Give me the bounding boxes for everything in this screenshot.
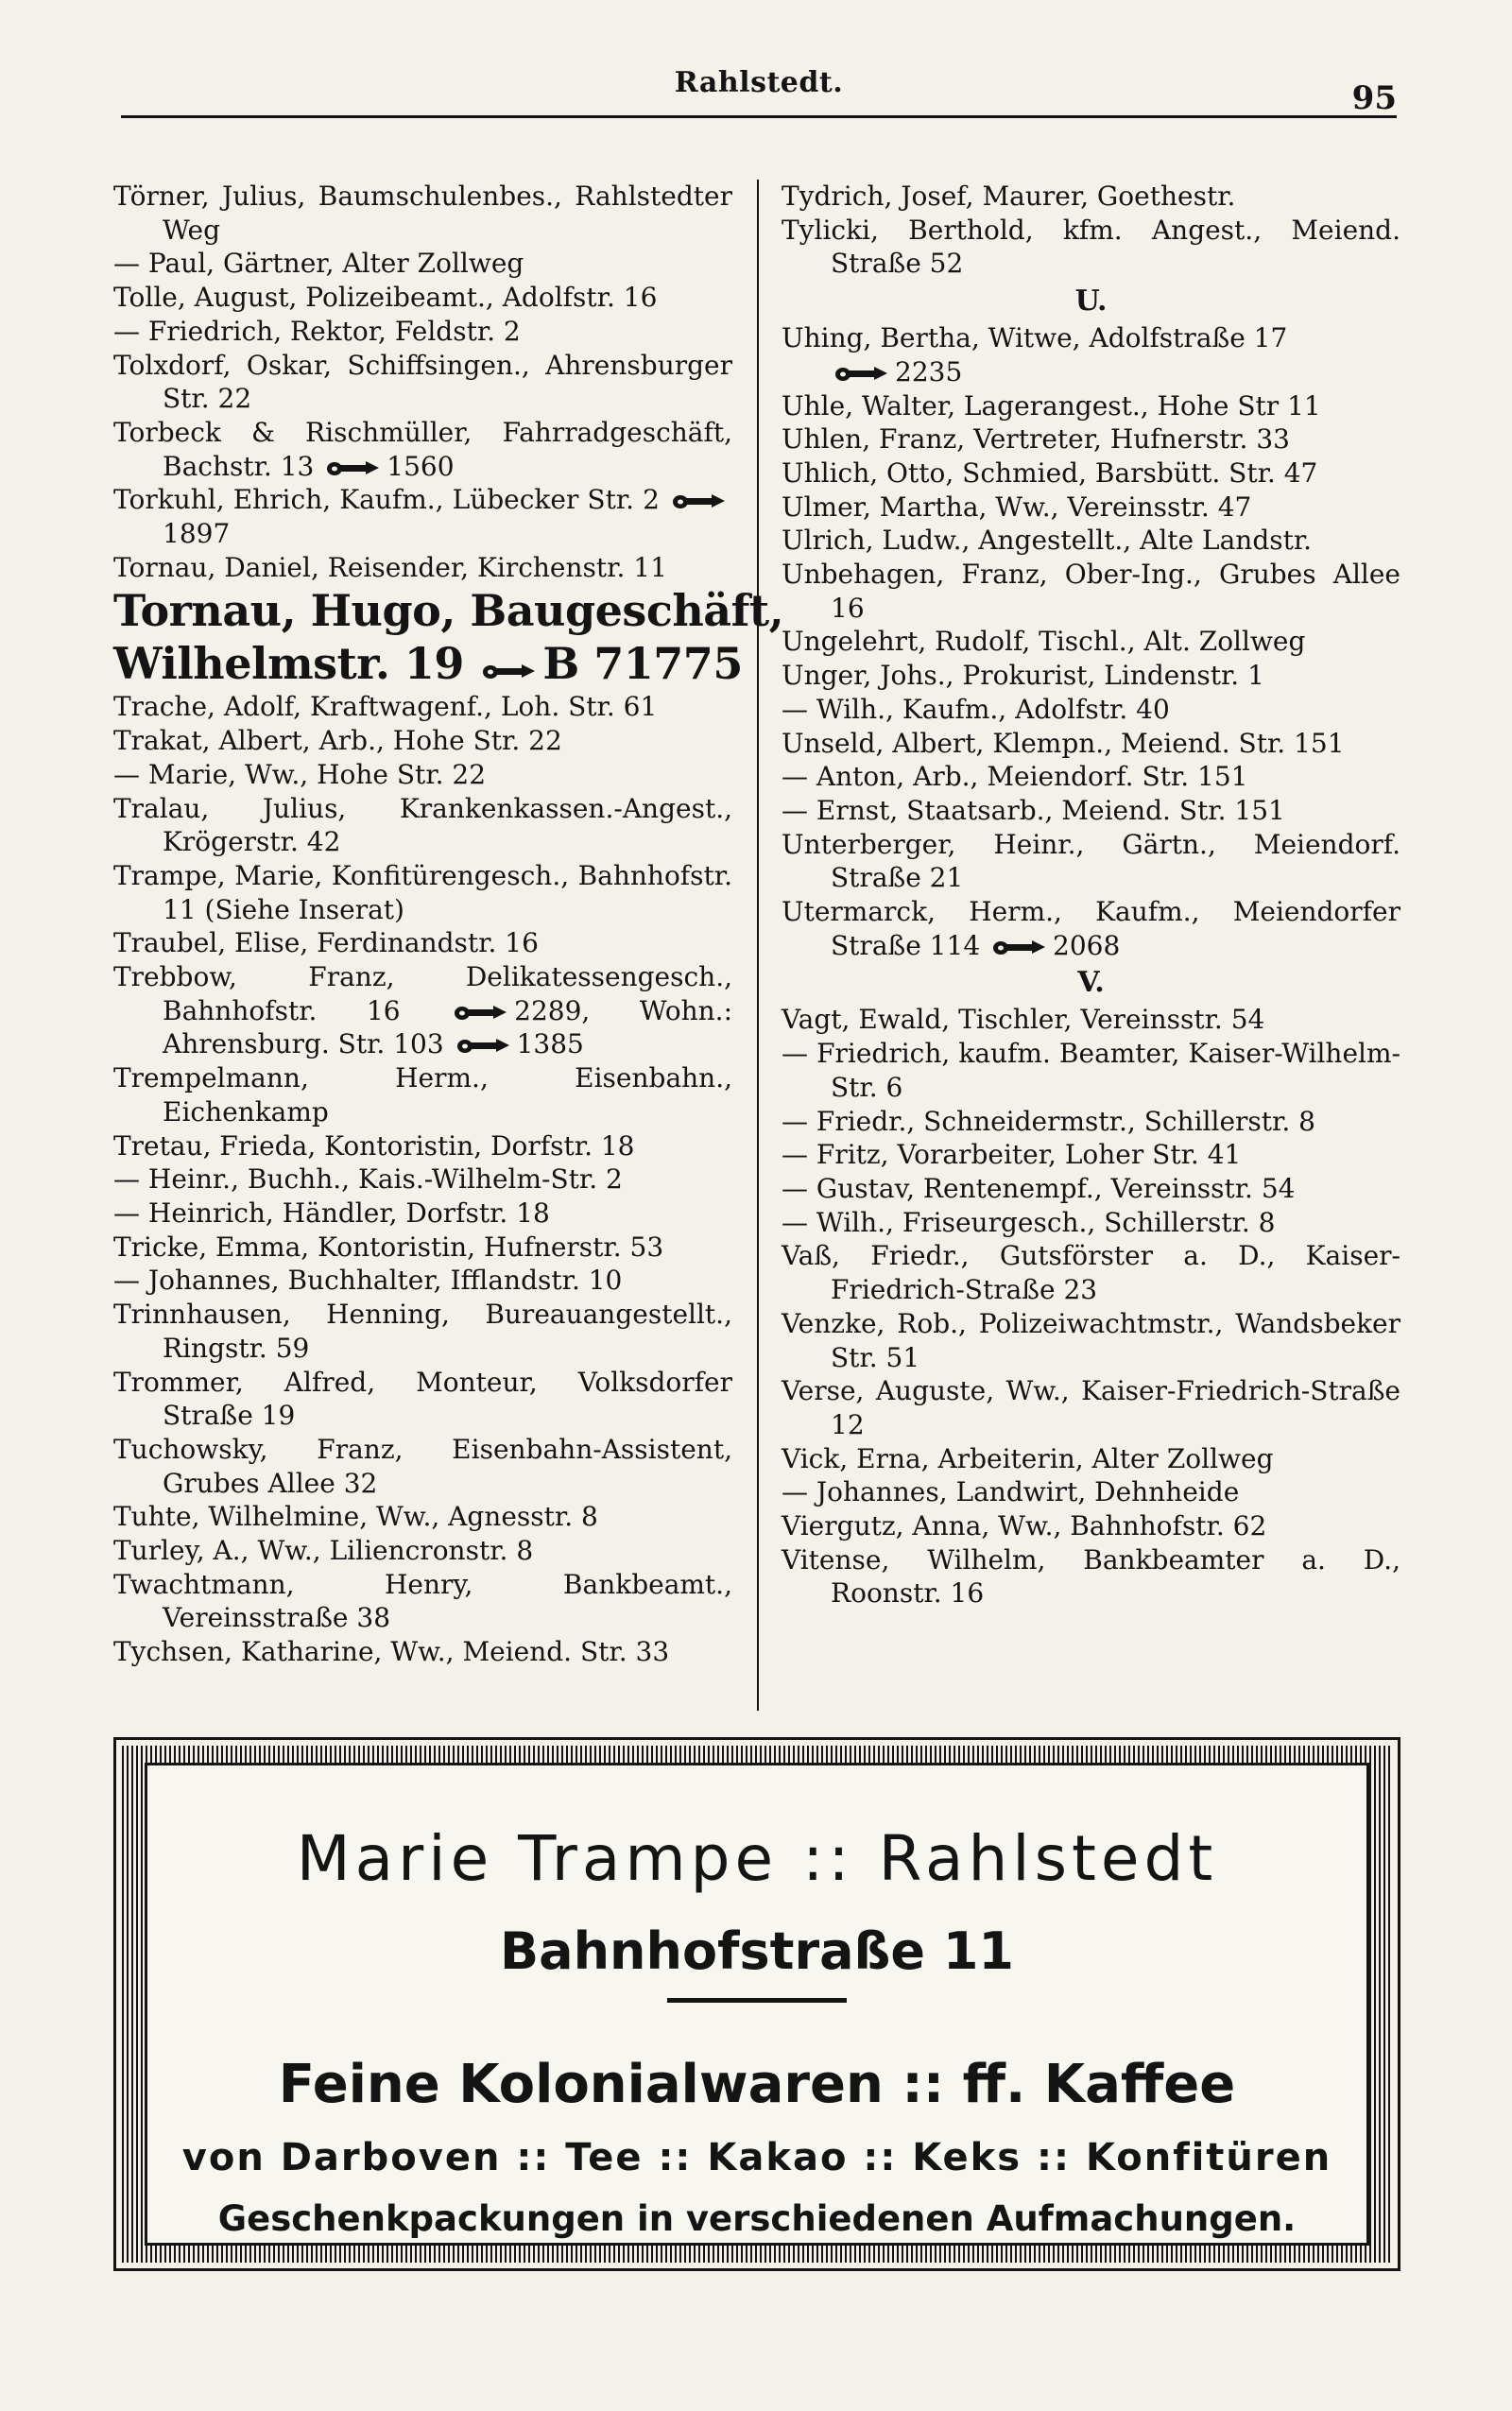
directory-entry	[113, 1162, 732, 1197]
entry-text-continued: , Wohn.: Ahrensburg. Str. 103	[163, 994, 733, 1060]
phone-number: 2289	[514, 994, 582, 1026]
directory-entry	[113, 1264, 732, 1298]
entry-text: — Friedrich, Rektor, Feldstr. 2	[113, 315, 521, 347]
entry-text: Vitense, Wilhelm, Bankbeamter a. D., Roonstr. 16	[782, 1543, 1400, 1610]
entry-text: Torkuhl, Ehrich, Kaufm., Lübecker Str. 2	[113, 484, 660, 516]
directory-entry	[782, 422, 1400, 456]
entry-text: — Fritz, Vorarbeiter, Loher Str. 41	[782, 1139, 1242, 1171]
entry-text: Ulmer, Martha, Ww., Vereinsstr. 47	[782, 491, 1252, 523]
entry-text: Trakat, Albert, Arb., Hohe Str. 22	[113, 725, 562, 757]
entry-text: — Johannes, Landwirt, Dehnheide	[782, 1476, 1240, 1508]
entry-text: — Heinrich, Händler, Dorfstr. 18	[113, 1197, 550, 1229]
entry-text: — Johannes, Buchhalter, Ifflandstr. 10	[113, 1265, 623, 1297]
directory-entry	[113, 483, 732, 550]
entry-text: Trebbow, Franz, Delikatessengesch., Bahnhofstr. 16	[113, 961, 732, 1026]
directory-entry	[113, 281, 732, 315]
entry-text: Uhlich, Otto, Schmied, Barsbütt. Str. 47	[782, 456, 1318, 489]
entry-text: Turley, A., Ww., Liliencronstr. 8	[113, 1535, 534, 1567]
telephone-receiver-icon	[482, 662, 537, 680]
entry-text: Tuchowsky, Franz, Eisenbahn-Assistent, Grubes Allee 32	[113, 1433, 732, 1499]
entry-text: Trinnhausen, Henning, Bureauangestellt., Ringstr. 59	[113, 1299, 732, 1364]
left-column	[113, 180, 784, 1669]
directory-entry	[782, 214, 1400, 281]
entry-text: — Anton, Arb., Meiendorf. Str. 151	[782, 761, 1248, 793]
ad-title: Marie Trampe :: Rahlstedt	[296, 1822, 1218, 1895]
telephone-receiver-icon	[834, 364, 889, 383]
ad-panel	[145, 1763, 1369, 2246]
directory-entry	[113, 637, 743, 690]
entry-text: Tornau, Daniel, Reisender, Kirchenstr. 11	[113, 551, 667, 583]
telephone-receiver-icon	[456, 1036, 511, 1055]
entry-text: Verse, Auguste, Ww., Kaiser-Friedrich-Straße 12	[782, 1375, 1400, 1440]
directory-entry	[113, 1500, 732, 1534]
telephone-receiver-icon	[992, 938, 1047, 956]
entry-text: Tralau, Julius, Krankenkassen.-Angest., Krögerstr. 42	[113, 792, 732, 858]
directory-entry	[113, 1129, 732, 1163]
entry-text: Uhle, Walter, Lagerangest., Hohe Str 11	[782, 389, 1321, 422]
entry-text: Unger, Johs., Prokurist, Lindenstr. 1	[782, 660, 1264, 692]
entry-text: — Wilh., Kaufm., Adolfstr. 40	[782, 693, 1170, 725]
directory-entry	[782, 1172, 1400, 1206]
directory-entry	[782, 625, 1400, 659]
directory-entry	[782, 659, 1400, 693]
section-letter: V.	[1077, 966, 1105, 1000]
directory-entry	[782, 1307, 1400, 1374]
phone-number: 2068	[1053, 929, 1121, 961]
directory-entry	[782, 389, 1400, 423]
entry-text: Unbehagen, Franz, Ober-Ing., Grubes Allee 16	[782, 559, 1400, 624]
directory-columns	[113, 180, 1400, 1711]
directory-entry	[113, 1635, 732, 1669]
entry-text: Tricke, Emma, Kontoristin, Hufnerstr. 53	[113, 1231, 664, 1263]
entry-text: Ulrich, Ludw., Angestellt., Alte Landstr.	[782, 525, 1313, 557]
entry-text: Tuhte, Wilhelmine, Ww., Agnesstr. 8	[113, 1501, 598, 1533]
entry-text: — Friedr., Schneidermstr., Schillerstr. 8	[782, 1105, 1315, 1137]
page-number: 95	[1351, 79, 1397, 117]
entry-text: Törner, Julius, Baumschulenbes., Rahlstedter Weg	[113, 181, 732, 246]
telephone-receiver-icon	[326, 458, 381, 477]
directory-entry	[113, 926, 732, 960]
ad-headline: Feine Kolonialwaren :: ff. Kaffee	[278, 2054, 1236, 2115]
entry-text: — Paul, Gärtner, Alter Zollweg	[113, 248, 524, 280]
directory-entry	[782, 828, 1400, 895]
directory-entry	[782, 491, 1400, 525]
section-letter: U.	[1074, 284, 1108, 319]
directory-entry	[782, 1138, 1400, 1172]
entry-text: Torbeck & Rischmüller, Fahrradgeschäft, Bachstr. 13	[113, 416, 732, 482]
directory-entry	[782, 1105, 1400, 1139]
header-rule	[121, 115, 1397, 118]
entry-text: — Wilh., Friseurgesch., Schillerstr. 8	[782, 1206, 1276, 1238]
entry-text: Vaß, Friedr., Gutsförster a. D., Kaiser-Friedrich-Straße 23	[782, 1240, 1400, 1306]
directory-entry	[113, 1568, 732, 1635]
entry-text: Wilhelmstr. 19	[113, 638, 464, 690]
phone-number: B 71775	[542, 638, 743, 690]
page-header	[121, 66, 1397, 123]
entry-text: Tornau, Hugo, Baugeschäft,	[113, 585, 784, 637]
directory-entry	[782, 1509, 1400, 1543]
entry-text: Tychsen, Katharine, Ww., Meiend. Str. 33	[113, 1636, 670, 1668]
telephone-receiver-icon	[454, 1003, 508, 1022]
directory-entry	[782, 1475, 1400, 1509]
entry-text: Ungelehrt, Rudolf, Tischl., Alt. Zollweg	[782, 626, 1306, 658]
directory-entry	[782, 1206, 1400, 1240]
directory-entry	[782, 180, 1400, 214]
directory-entry	[782, 1037, 1400, 1104]
directory-entry	[113, 960, 732, 1061]
telephone-receiver-icon	[672, 491, 727, 510]
directory-entry	[113, 1534, 732, 1568]
directory-entry	[113, 1231, 732, 1265]
entry-text: Tolxdorf, Oskar, Schiffsingen., Ahrensburger Str. 22	[113, 349, 732, 415]
directory-entry	[782, 524, 1400, 558]
entry-text: Unterberger, Heinr., Gärtn., Meiendorf. Straße 21	[782, 828, 1400, 894]
entry-text: Vick, Erna, Arbeiterin, Alter Zollweg	[782, 1442, 1274, 1474]
directory-entry	[782, 1442, 1400, 1476]
right-column	[782, 180, 1400, 1610]
entry-text: Trempelmann, Herm., Eisenbahn., Eichenkamp	[113, 1062, 732, 1128]
phone-number: 2235	[895, 355, 963, 387]
directory-entry	[113, 584, 784, 637]
directory-entry	[113, 1433, 732, 1500]
ad-products: von Darboven :: Tee :: Kakao :: Keks :: Konfitüren	[181, 2136, 1332, 2179]
entry-text: Twachtmann, Henry, Bankbeamt., Vereinsstraße 38	[113, 1568, 732, 1634]
directory-entry	[782, 794, 1400, 828]
directory-entry	[113, 416, 732, 483]
directory-entry	[782, 760, 1400, 794]
directory-entry	[113, 792, 732, 859]
directory-entry	[113, 1061, 732, 1128]
phone-number: 1897	[163, 518, 231, 550]
entry-text: — Gustav, Rentenempf., Vereinsstr. 54	[782, 1172, 1296, 1204]
entry-text: Vagt, Ewald, Tischler, Vereinsstr. 54	[782, 1004, 1265, 1036]
entry-text: Traubel, Elise, Ferdinandstr. 16	[113, 927, 539, 959]
directory-entry	[113, 758, 732, 792]
entry-text: Trache, Adolf, Kraftwagenf., Loh. Str. 61	[113, 691, 658, 723]
column-divider	[757, 180, 759, 1711]
entry-text: Uhing, Bertha, Witwe, Adolfstraße 17	[782, 322, 1288, 354]
entry-text: Trommer, Alfred, Monteur, Volksdorfer Straße 19	[113, 1366, 732, 1432]
entry-text: Viergutz, Anna, Ww., Bahnhofstr. 62	[782, 1510, 1267, 1542]
directory-entry	[113, 180, 732, 247]
directory-entry	[113, 1298, 732, 1365]
directory-entry	[782, 895, 1400, 962]
directory-entry	[782, 693, 1400, 727]
directory-entry	[113, 859, 732, 926]
directory-entry	[782, 321, 1400, 388]
directory-entry	[113, 690, 732, 724]
entry-text: Unseld, Albert, Klempn., Meiend. Str. 151	[782, 727, 1345, 759]
directory-entry	[113, 315, 732, 349]
directory-entry	[782, 456, 1400, 491]
directory-entry	[782, 1543, 1400, 1610]
ad-divider	[667, 1998, 847, 2003]
entry-text: Tydrich, Josef, Maurer, Goethestr.	[782, 181, 1236, 212]
entry-text: Tylicki, Berthold, kfm. Angest., Meiend. Straße 52	[782, 214, 1400, 280]
entry-text: — Friedrich, kaufm. Beamter, Kaiser-Wilhelm-Str. 6	[782, 1038, 1400, 1103]
directory-entry	[113, 724, 732, 758]
entry-text: — Ernst, Staatsarb., Meiend. Str. 151	[782, 794, 1285, 826]
directory-entry	[782, 1374, 1400, 1441]
directory-entry	[113, 551, 732, 585]
entry-text: Uhlen, Franz, Vertreter, Hufnerstr. 33	[782, 423, 1290, 456]
entry-text: — Heinr., Buchh., Kais.-Wilhelm-Str. 2	[113, 1163, 623, 1196]
entry-text: Tretau, Frieda, Kontoristin, Dorfstr. 18	[113, 1129, 635, 1162]
entry-text: Trampe, Marie, Konfitürengesch., Bahnhofstr. 11 (Siehe Inserat)	[113, 859, 732, 925]
directory-entry	[782, 1003, 1400, 1037]
phone-number: 1560	[387, 450, 455, 482]
directory-entry	[113, 1197, 732, 1231]
directory-entry	[782, 558, 1400, 625]
phone-number: 1385	[516, 1028, 584, 1060]
entry-text: Tolle, August, Polizeibeamt., Adolfstr. 16	[113, 282, 658, 314]
directory-entry	[113, 1366, 732, 1433]
entry-text: — Marie, Ww., Hohe Str. 22	[113, 758, 487, 790]
directory-entry	[113, 349, 732, 416]
ad-address: Bahnhofstraße 11	[500, 1921, 1014, 1981]
directory-entry	[113, 247, 732, 281]
directory-entry	[782, 727, 1400, 761]
running-head: Rahlstedt.	[674, 66, 844, 99]
entry-text: Venzke, Rob., Polizeiwachtmstr., Wandsbeker Str. 51	[782, 1307, 1400, 1373]
ad-tagline: Geschenkpackungen in verschiedenen Aufmachungen.	[217, 2198, 1297, 2239]
advertisement	[113, 1737, 1400, 2271]
entry-text: Utermarck, Herm., Kaufm., Meiendorfer Straße 114	[782, 896, 1400, 961]
directory-entry	[782, 1239, 1400, 1306]
